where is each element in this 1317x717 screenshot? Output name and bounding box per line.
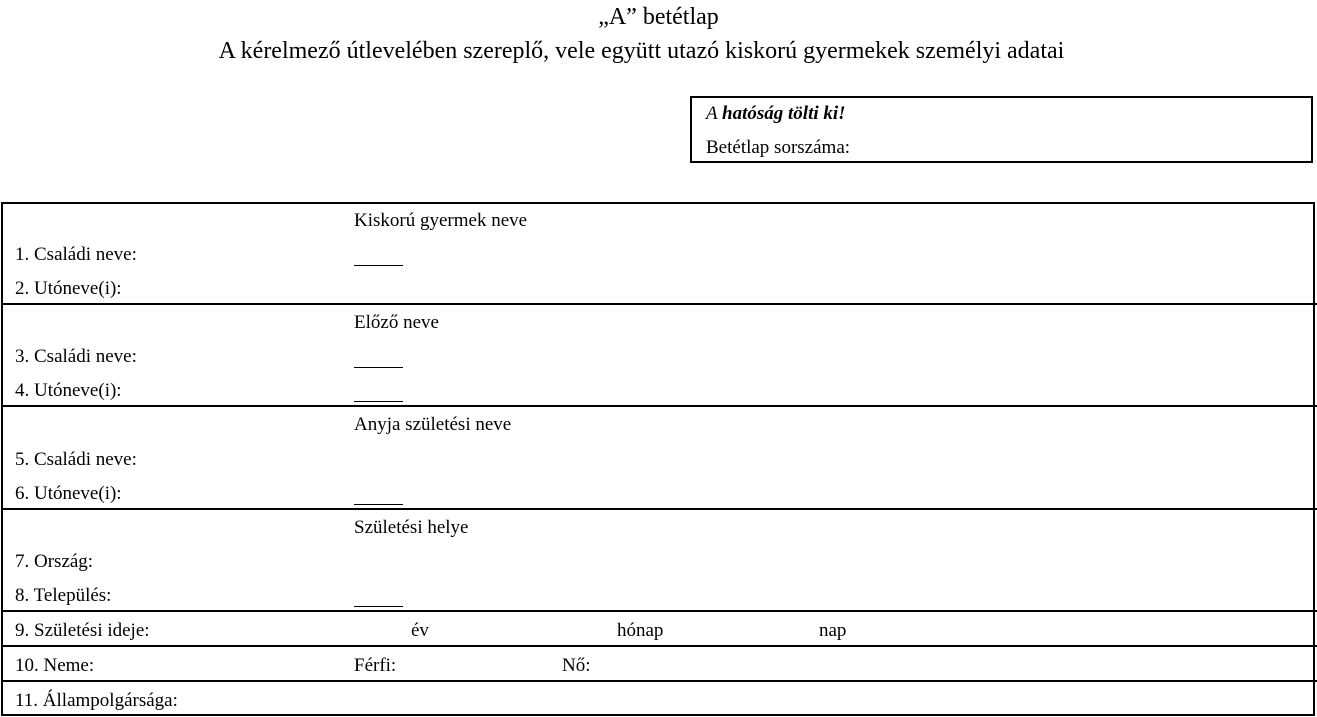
authority-note	[706, 103, 846, 125]
section-divider	[3, 645, 1317, 647]
previous-family-name-field[interactable]	[354, 367, 403, 368]
birth-settlement-label: 8. Település:	[15, 585, 112, 606]
form-subtitle: A kérelmező útlevelében szereplő, vele együtt utazó kiskorú gyermekek személyi adatai	[218, 38, 1065, 64]
sex-label: 10. Neme:	[15, 655, 95, 676]
mother-family-name-label: 5. Családi neve:	[15, 449, 137, 470]
previous-given-name-label: 4. Utóneve(i):	[15, 380, 122, 401]
previous-name-heading: Előző neve	[354, 312, 439, 333]
form-table	[1, 202, 1315, 716]
sex-female-label: Nő:	[562, 655, 591, 676]
serial-number-label: Betétlap sorszáma:	[706, 137, 851, 158]
authority-note-prefix: A	[706, 103, 723, 124]
birth-country-label: 7. Ország:	[15, 551, 94, 572]
birth-day-label: nap	[819, 620, 847, 641]
section-divider	[3, 610, 1317, 612]
section-divider	[3, 508, 1317, 510]
citizenship-label: 11. Állampolgársága:	[15, 690, 178, 711]
birth-date-label: 9. Születési ideje:	[15, 620, 150, 641]
child-family-name-field[interactable]	[354, 265, 403, 266]
previous-family-name-label: 3. Családi neve:	[15, 346, 137, 367]
form-title: „A” betétlap	[598, 4, 719, 30]
child-given-name-label: 2. Utóneve(i):	[15, 278, 122, 299]
birth-year-label: év	[411, 620, 429, 641]
mother-given-name-field[interactable]	[354, 504, 403, 505]
section-divider	[3, 405, 1317, 407]
birth-settlement-field[interactable]	[354, 606, 403, 607]
birth-place-heading: Születési helye	[354, 517, 469, 538]
previous-given-name-field[interactable]	[354, 401, 403, 402]
birth-month-label: hónap	[617, 620, 664, 641]
authority-note-emphasis: hatóság tölti ki!	[722, 103, 846, 124]
authority-box	[690, 96, 1313, 163]
mother-birth-name-heading: Anyja születési neve	[354, 414, 512, 435]
child-family-name-label: 1. Családi neve:	[15, 244, 137, 265]
section-divider	[3, 680, 1317, 682]
mother-given-name-label: 6. Utóneve(i):	[15, 483, 122, 504]
section-divider	[3, 303, 1317, 305]
child-name-heading: Kiskorú gyermek neve	[354, 210, 528, 231]
sex-male-label: Férfi:	[354, 655, 397, 676]
